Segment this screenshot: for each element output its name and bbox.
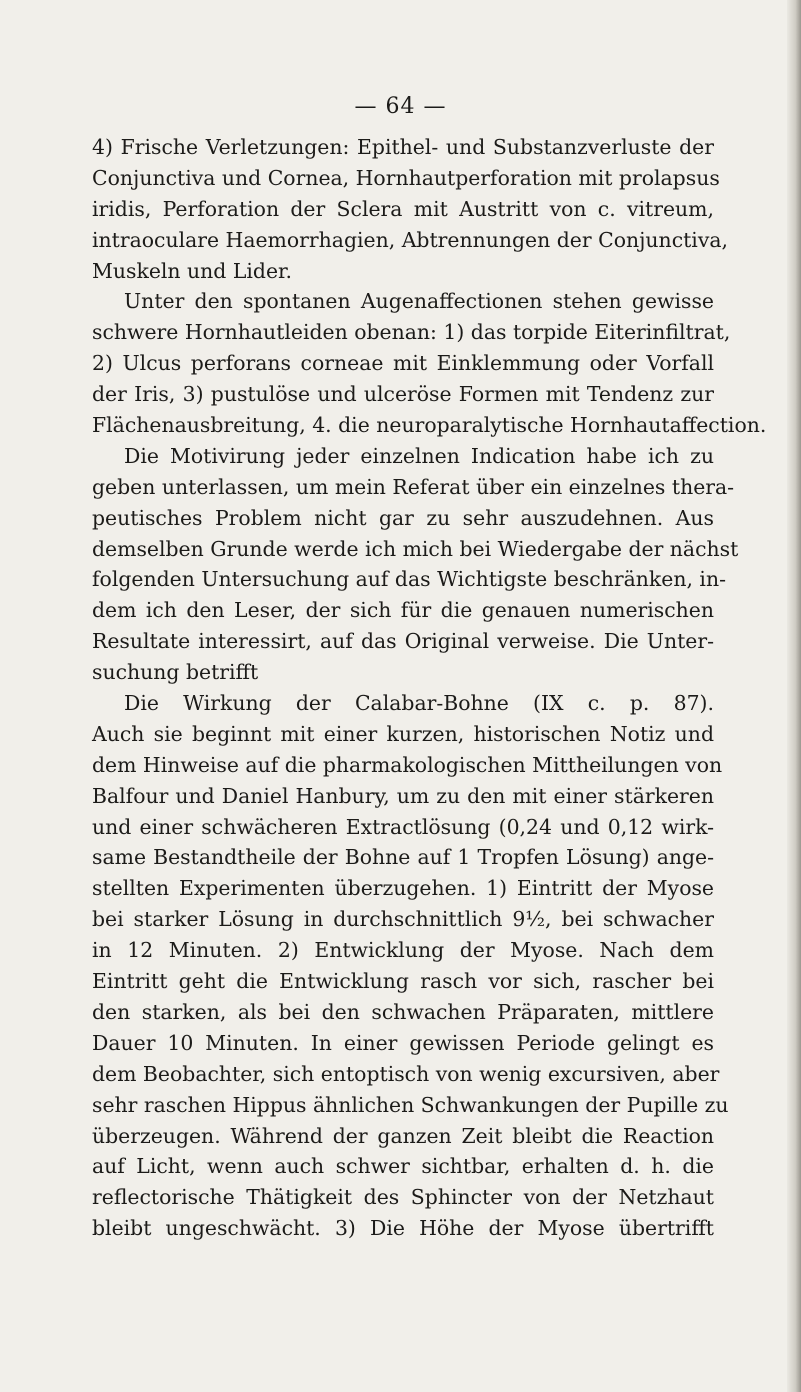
- page-edge-shadow: [787, 0, 801, 1392]
- text-line: sehr raschen Hippus ähnlichen Schwankungen der Pupille zu: [92, 1092, 729, 1117]
- text-line: suchung betrifft: [92, 660, 259, 685]
- page-number: — 64 —: [354, 94, 447, 119]
- body-text: [92, 132, 767, 1244]
- text-line: Muskeln und Lider.: [92, 258, 293, 283]
- text-line: reflectorische Thätigkeit des Sphincter von der Netzhaut: [92, 1185, 714, 1210]
- text-line: bei starker Lösung in durchschnittlich 9½, bei schwacher: [92, 907, 714, 932]
- text-line: schwere Hornhautleiden obenan: 1) das torpide Eiterinfiltrat,: [92, 320, 731, 345]
- text-line: intraoculare Haemorrhagien, Abtrennungen der Conjunctiva,: [92, 227, 728, 252]
- text-line: Unter den spontanen Augenaffectionen stehen gewisse: [124, 289, 714, 314]
- text-line: 4) Frische Verletzungen: Epithel- und Substanzverluste der: [92, 135, 714, 159]
- text-line: Resultate interessirt, auf das Original verweise. Die Unter-: [92, 629, 714, 654]
- text-line: dem ich den Leser, der sich für die genauen numerischen: [92, 598, 714, 623]
- text-line: Eintritt geht die Entwicklung rasch vor sich, rascher bei: [92, 969, 714, 994]
- text-line: der Iris, 3) pustulöse und ulceröse Formen mit Tendenz zur: [92, 382, 714, 407]
- text-line: und einer schwächeren Extractlösung (0,24 und 0,12 wirk-: [92, 814, 714, 839]
- text-line: Flächenausbreitung, 4. die neuroparalytische Hornhautaffection.: [92, 413, 767, 438]
- text-line: 2) Ulcus perforans corneae mit Einklemmung oder Vorfall: [92, 351, 714, 376]
- text-line: demselben Grunde werde ich mich bei Wiedergabe der nächst: [92, 536, 739, 561]
- text-line: Balfour und Daniel Hanbury, um zu den mit einer stärkeren: [92, 783, 714, 808]
- text-line: dem Hinweise auf die pharmakologischen Mittheilungen von: [92, 752, 723, 777]
- text-line: peutisches Problem nicht gar zu sehr auszudehnen. Aus: [92, 505, 714, 530]
- text-line: Conjunctiva und Cornea, Hornhautperforation mit prolapsus: [92, 165, 720, 190]
- text-line: iridis, Perforation der Sclera mit Austritt von c. vitreum,: [92, 196, 714, 221]
- text-line: geben unterlassen, um mein Referat über ein einzelnes thera-: [92, 474, 735, 499]
- text-line: Auch sie beginnt mit einer kurzen, historischen Notiz und: [92, 721, 714, 746]
- text-line: stellten Experimenten überzugehen. 1) Eintritt der Myose: [92, 876, 714, 901]
- text-line: auf Licht, wenn auch schwer sichtbar, erhalten d. h. die: [92, 1154, 714, 1179]
- text-line: Die Wirkung der Calabar-Bohne (IX c. p. 87).: [124, 691, 714, 716]
- text-line: bleibt ungeschwächt. 3) Die Höhe der Myose übertrifft: [92, 1216, 714, 1241]
- text-line: folgenden Untersuchung auf das Wichtigste beschränken, in-: [92, 567, 726, 592]
- text-line: in 12 Minuten. 2) Entwicklung der Myose. Nach dem: [92, 938, 714, 963]
- text-line: dem Beobachter, sich entoptisch von wenig excursiven, aber: [92, 1061, 720, 1086]
- text-line: überzeugen. Während der ganzen Zeit bleibt die Reaction: [92, 1123, 714, 1148]
- text-line: same Bestandtheile der Bohne auf 1 Tropfen Lösung) ange-: [92, 845, 714, 870]
- text-line: Die Motivirung jeder einzelnen Indication habe ich zu: [124, 443, 714, 468]
- text-line: Dauer 10 Minuten. In einer gewissen Periode gelingt es: [92, 1030, 714, 1055]
- text-line: den starken, als bei den schwachen Präparaten, mittlere: [92, 999, 714, 1024]
